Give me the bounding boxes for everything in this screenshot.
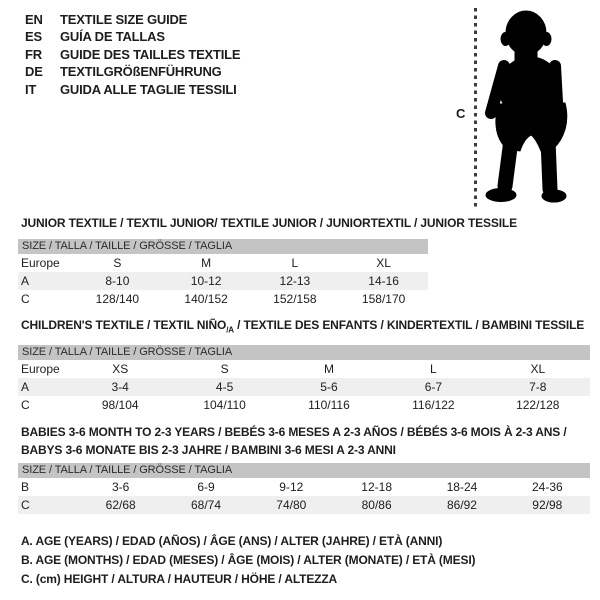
size-cell: S xyxy=(113,256,122,270)
language-row xyxy=(25,81,240,98)
size-header-bar: SIZE / TALLA / TAILLE / GRÖSSE / TAGLIA xyxy=(18,345,590,360)
height-cell: 74/80 xyxy=(276,498,307,512)
babies-size-grid xyxy=(18,478,590,514)
height-cell: 104/110 xyxy=(203,398,246,412)
language-code: IT xyxy=(25,81,37,97)
age-cell: 6-7 xyxy=(424,380,443,394)
table-row-months xyxy=(18,478,590,496)
height-cell: 98/104 xyxy=(101,398,139,412)
babies-table-title xyxy=(21,423,567,459)
age-cell: 5-6 xyxy=(320,380,338,394)
children-size-grid xyxy=(18,360,590,414)
size-header-bar: SIZE / TALLA / TAILLE / GRÖSSE / TAGLIA xyxy=(18,463,590,478)
height-cell: 152/158 xyxy=(273,292,317,306)
size-cell: XS xyxy=(112,362,129,376)
row-label: C xyxy=(21,292,30,306)
table-row-europe xyxy=(18,254,428,272)
height-cell: 86/92 xyxy=(446,498,477,512)
babies-table xyxy=(18,463,590,514)
size-cell: XL xyxy=(376,256,391,270)
children-title-sub: /A xyxy=(226,325,234,335)
language-title: TEXTILGRÖßENFÜHRUNG xyxy=(60,64,222,80)
language-title: TEXTILE SIZE GUIDE xyxy=(60,12,188,27)
height-cell: 140/152 xyxy=(184,292,228,306)
children-table xyxy=(18,345,590,414)
age-cell: 10-12 xyxy=(190,274,222,288)
size-cell: M xyxy=(201,256,212,270)
language-row xyxy=(25,46,240,63)
row-label: Europe xyxy=(21,256,60,270)
height-cell: 128/140 xyxy=(95,292,140,306)
height-measure-label: C xyxy=(456,106,466,121)
table-row-europe xyxy=(18,360,590,378)
children-table-title xyxy=(21,316,584,339)
footnote-a: A. AGE (YEARS) / EDAD (AÑOS) / ÂGE (ANS) / ALTER (JAHRE) / ETÀ (ANNI) xyxy=(21,534,443,548)
age-cell: 4-5 xyxy=(215,380,234,394)
age-cell: 3-4 xyxy=(111,380,129,394)
size-header-bar: SIZE / TALLA / TAILLE / GRÖSSE / TAGLIA xyxy=(18,239,428,254)
height-cell: 122/128 xyxy=(516,398,560,412)
age-cell: 14-16 xyxy=(368,274,399,288)
footnote-b: B. AGE (MONTHS) / EDAD (MESES) / ÂGE (MOIS) / ALTER (MONATE) / ETÀ (MESI) xyxy=(21,553,476,567)
table-row-height xyxy=(18,496,590,514)
children-title-pre: CHILDREN'S TEXTILE / TEXTIL NIÑO xyxy=(21,318,227,332)
table-row-height xyxy=(18,290,428,308)
row-label: C xyxy=(21,498,30,512)
junior-table xyxy=(18,239,428,308)
size-cell: L xyxy=(291,256,299,270)
months-cell: 12-18 xyxy=(361,480,392,494)
junior-size-grid xyxy=(18,254,428,308)
months-cell: 3-6 xyxy=(111,480,130,494)
language-row xyxy=(25,63,240,80)
language-code: ES xyxy=(25,29,42,45)
months-cell: 24-36 xyxy=(531,480,563,494)
size-cell: L xyxy=(430,362,437,376)
row-label: B xyxy=(21,480,30,494)
language-code: EN xyxy=(25,12,43,27)
months-cell: 18-24 xyxy=(446,480,478,494)
height-cell: 80/86 xyxy=(361,498,392,512)
row-label: A xyxy=(21,274,30,288)
height-cell: 92/98 xyxy=(532,498,563,512)
table-row-height xyxy=(18,396,590,414)
months-cell: 9-12 xyxy=(279,480,304,494)
footnote-c: C. (cm) HEIGHT / ALTURA / HAUTEUR / HÖHE / ALTEZZA xyxy=(21,572,338,586)
height-dotted-line xyxy=(474,8,477,210)
size-cell: M xyxy=(323,362,334,376)
language-title: GUIDE DES TAILLES TEXTILE xyxy=(60,46,241,62)
baby-silhouette-icon xyxy=(484,8,576,204)
language-code: DE xyxy=(25,64,43,80)
row-label: Europe xyxy=(21,362,60,376)
height-cell: 68/74 xyxy=(190,498,221,512)
height-cell: 116/122 xyxy=(412,398,455,412)
children-title-post: / TEXTILE DES ENFANTS / KINDERTEXTIL / BAMBINI TESSILE xyxy=(233,318,585,332)
babies-title-line2: BABYS 3-6 MONATE BIS 2-3 JAHRE / BAMBINI 3-6 MESI A 2-3 ANNI xyxy=(21,443,396,457)
language-row xyxy=(25,11,240,28)
age-cell: 8-10 xyxy=(105,274,130,288)
height-cell: 110/116 xyxy=(308,398,350,412)
language-title: GUIDA ALLE TAGLIE TESSILI xyxy=(60,81,237,97)
language-row xyxy=(25,28,240,45)
table-row-age xyxy=(18,272,428,290)
row-label: C xyxy=(21,398,30,412)
language-code: FR xyxy=(25,46,42,62)
junior-table-title: JUNIOR TEXTILE / TEXTIL JUNIOR/ TEXTILE JUNIOR / JUNIORTEXTIL / JUNIOR TESSILE xyxy=(21,216,517,230)
language-list xyxy=(25,11,240,98)
months-cell: 6-9 xyxy=(197,480,215,494)
size-cell: S xyxy=(220,362,229,376)
height-cell: 62/68 xyxy=(105,498,136,512)
age-cell: 12-13 xyxy=(279,274,311,288)
language-title: GUÍA DE TALLAS xyxy=(60,29,165,45)
table-row-age xyxy=(18,378,590,396)
row-label: A xyxy=(21,380,30,394)
footnote-list xyxy=(21,532,475,589)
babies-title-line1: BABIES 3-6 MONTH TO 2-3 YEARS / BEBÉS 3-6 MESES A 2-3 AÑOS / BÉBÉS 3-6 MOIS À 2-3 ANS / xyxy=(21,425,567,439)
size-cell: XL xyxy=(530,362,546,376)
height-cell: 158/170 xyxy=(361,292,406,306)
age-cell: 7-8 xyxy=(529,380,547,394)
